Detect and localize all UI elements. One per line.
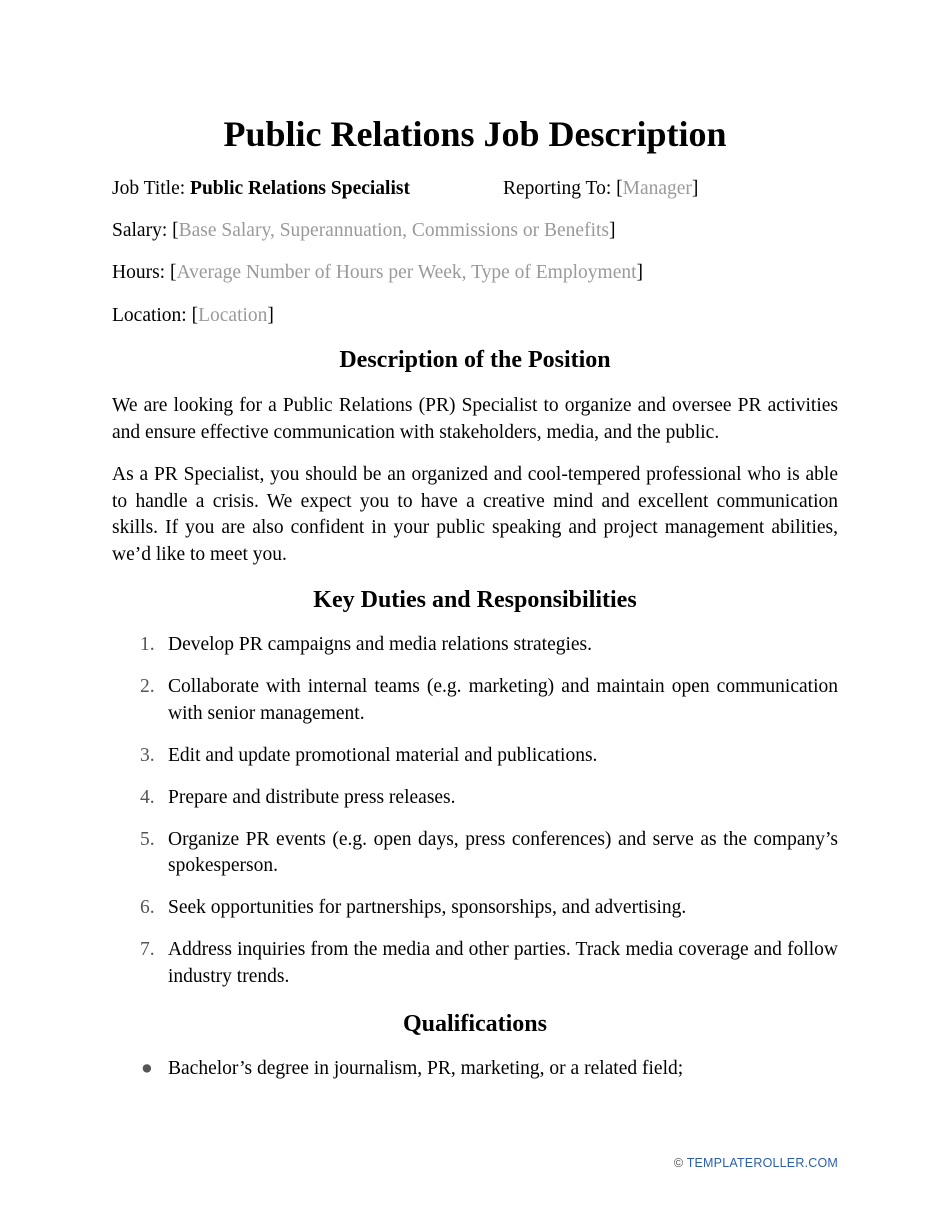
salary-field <box>112 219 616 243</box>
list-item <box>112 674 838 727</box>
list-number: 1. <box>140 634 155 655</box>
salary-placeholder: Base Salary, Superannuation, Commissions or Benefits <box>178 220 609 241</box>
footer-brand-link[interactable]: TEMPLATEROLLER.COM <box>686 1156 838 1170</box>
list-item <box>112 937 838 990</box>
job-title-label: Job Title: <box>112 178 191 199</box>
list-item-text: Develop PR campaigns and media relations strategies. <box>168 634 593 655</box>
job-title-value: Public Relations Specialist <box>190 178 410 199</box>
hours-label: Hours: [ <box>112 262 177 283</box>
location-placeholder: Location <box>198 305 268 326</box>
bullet-icon: ● <box>141 1058 153 1079</box>
job-title-field <box>112 177 410 201</box>
list-item <box>112 785 838 812</box>
list-number: 6. <box>140 897 155 918</box>
list-item <box>112 895 838 922</box>
description-heading: Description of the Position <box>339 347 611 373</box>
reporting-to-field <box>503 177 698 201</box>
list-item <box>112 1056 838 1083</box>
list-item-text: Edit and update promotional material and publications. <box>168 744 598 766</box>
list-number: 4. <box>140 786 155 808</box>
reporting-to-close: ] <box>691 178 699 199</box>
footer-copyright <box>674 1156 838 1170</box>
duties-list <box>112 632 838 1006</box>
list-number: 2. <box>140 676 155 697</box>
list-item-text: Bachelor’s degree in journalism, PR, marketing, or a related field; <box>168 1058 684 1079</box>
salary-label: Salary: [ <box>112 220 179 241</box>
list-item-text: Organize PR events (e.g. open days, press conferences) and serve as the company’s spokesperson. <box>168 828 838 876</box>
qualifications-heading: Qualifications <box>402 1011 547 1037</box>
reporting-to-placeholder: Manager <box>622 178 692 199</box>
location-close: ] <box>267 305 274 326</box>
list-item-text: Prepare and distribute press releases. <box>168 786 456 808</box>
duties-heading: Key Duties and Responsibilities <box>313 587 637 613</box>
list-number: 3. <box>140 744 155 766</box>
description-paragraph: As a PR Specialist, you should be an organized and cool-tempered professional who is able to handle a crisis. We expect you to have a creative mind and excellent communication skills. If you are also confident in your public speaking and project management abilities, we’d like to meet you. <box>112 464 838 565</box>
list-item <box>112 827 838 880</box>
copyright-symbol: © <box>673 1156 687 1170</box>
list-number: 7. <box>140 939 155 960</box>
page-title: Public Relations Job Description <box>223 114 727 154</box>
list-item-text: Address inquiries from the media and other parties. Track media coverage and follow industry trends. <box>168 939 838 987</box>
list-number: 5. <box>140 828 155 850</box>
description-paragraph: We are looking for a Public Relations (PR) Specialist to organize and oversee PR activities and ensure effective communication with stakeholders, media, and the public. <box>112 395 838 443</box>
qualifications-list <box>112 1056 838 1098</box>
hours-field <box>112 261 643 285</box>
list-item-text: Collaborate with internal teams (e.g. marketing) and maintain open communication with senior management. <box>168 676 838 724</box>
location-field <box>112 304 274 328</box>
list-item-text: Seek opportunities for partnerships, sponsorships, and advertising. <box>168 897 687 918</box>
salary-close: ] <box>609 220 616 241</box>
reporting-to-label: Reporting To: [ <box>503 178 623 199</box>
hours-placeholder: Average Number of Hours per Week, Type of Employment <box>176 262 637 283</box>
hours-close: ] <box>636 262 644 283</box>
location-label: Location: [ <box>112 305 199 326</box>
list-item <box>112 632 838 659</box>
list-item <box>112 743 838 770</box>
